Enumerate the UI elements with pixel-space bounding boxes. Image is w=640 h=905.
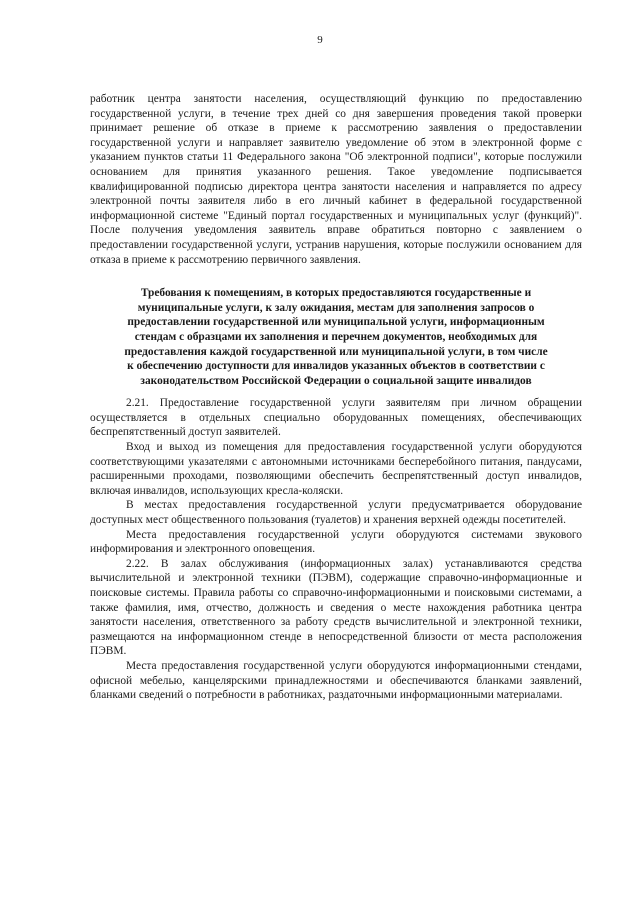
page-number: 9 — [317, 34, 323, 46]
paragraph-stands: Места предоставления государственной услуги оборудуются информационными стендами, офисной мебелью, канцелярскими принадлежностями и обеспечиваются бланками заявлений, бланками сведений о потребности в работниках, раздаточными информационными материалами. — [90, 659, 582, 702]
paragraph-2-21: 2.21. Предоставление государственной услуги заявителям при личном обращении осуществляется в отдельных специально оборудованных помещениях, обеспечивающих беспрепятственный доступ заявителей. — [90, 397, 582, 439]
section-heading: Требования к помещениям, в которых предоставляются государственные и муниципальные услуги, к залу ожидания, местам для заполнения запросов о предоставлении государственной или муниципальной услуги, информационным стендам с образцами их заполнения и перечнем документов, необходимых для предоставления каждой государственной или муниципальной услуги, в том числе к обеспечению доступности для инвалидов указанных объектов в соответствии с законодательством Российской Федерации о социальной защите инвалидов — [124, 287, 548, 387]
document-body — [90, 92, 582, 703]
paragraph-entrance: Вход и выход из помещения для предоставления государственной услуги оборудуются соответствующими указателями с автономными источниками бесперебойного питания, пандусами, расширенными проходами, позволяющими обеспечить беспрепятственный доступ инвалидов, включая инвалидов, использующих кресла-коляски. — [90, 441, 582, 497]
paragraph-2-22: 2.22. В залах обслуживания (информационных залах) устанавливаются средства вычислительной и электронной техники (ПЭВМ), содержащие справочно-информационные и поисковые системы. Правила работы со справочно-информационными и поисковыми системами, а также фамилия, имя, отчество, должность и сведения о месте нахождения работника центра занятости населения, ответственного за работу средств вычислительной и электронной техники, размещаются на информационном стенде в непосредственной близости от места расположения ПЭВМ. — [90, 557, 582, 658]
paragraph-continuation: работник центра занятости населения, осуществляющий функцию по предоставлению государственной услуги, в течение трех дней со дня завершения проведения такой проверки принимает решение об отказе в приеме к рассмотрению заявления о предоставлении государственной услуги и направляет заявителю уведомление об этом в электронной форме с указанием пунктов статьи 11 Федерального закона "Об электронной подписи", которые послужили основанием для принятия указанного решения. Такое уведомление подписывается квалифицированной подписью директора центра занятости населения и направляется по адресу электронной почты заявителя либо в его личный кабинет в федеральной государственной информационной системе "Единый портал государственных и муниципальных услуг (функций)". После получения уведомления заявитель вправе обратиться повторно с заявлением о предоставлении государственной услуги, устранив нарушения, которые послужили основанием для отказа в приеме к рассмотрению первичного заявления. — [90, 93, 582, 266]
paragraph-notification-systems: Места предоставления государственной услуги оборудуются системами звукового информирования и электронного оповещения. — [90, 528, 582, 556]
paragraph-facilities: В местах предоставления государственной услуги предусматривается оборудование доступных мест общественного пользования (туалетов) и хранения верхней одежды посетителей. — [90, 499, 582, 527]
